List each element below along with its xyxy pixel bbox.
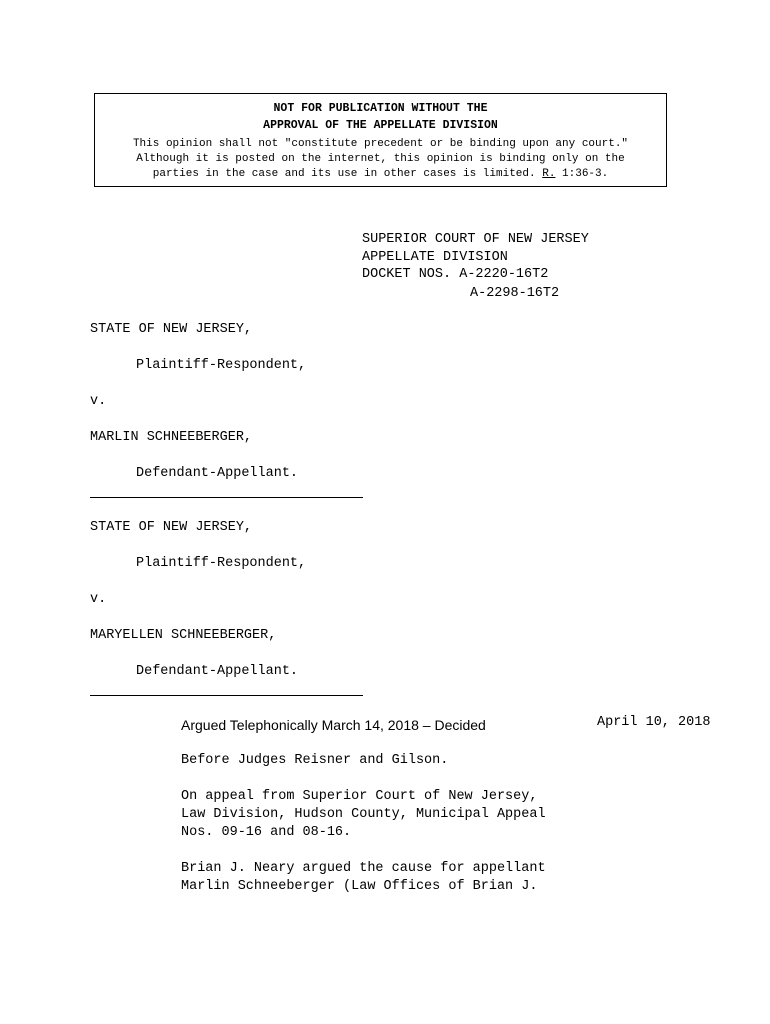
notice-body-line2: Although it is posted on the internet, this opinion is binding only on the (136, 153, 625, 165)
notice-title-line1: NOT FOR PUBLICATION WITHOUT THE (273, 102, 488, 115)
docket-numbers: DOCKET NOS. A-2220-16T2 (362, 267, 549, 282)
notice-body-line3 (95, 167, 666, 182)
counsel-line2: Marlin Schneeberger (Law Offices of Brian J. (181, 879, 538, 894)
caption1-plaintiff-role: Plaintiff-Respondent, (136, 358, 307, 373)
caption2-divider (90, 695, 363, 696)
caption2-versus: v. (90, 592, 107, 607)
caption1-defendant: MARLIN SCHNEEBERGER, (90, 430, 253, 445)
caption2-defendant-role: Defendant-Appellant. (136, 664, 299, 679)
caption1-versus: v. (90, 394, 107, 409)
court-rule-reference: R. (542, 168, 556, 180)
notice-body-line3-text: parties in the case and its use in other cases is limited. (152, 168, 543, 180)
docket-number-second: A-2298-16T2 (470, 286, 560, 301)
argued-decided-line: Argued Telephonically March 14, 2018 – Decided (181, 717, 486, 733)
caption2-plaintiff-role: Plaintiff-Respondent, (136, 556, 307, 571)
counsel-line1: Brian J. Neary argued the cause for appellant (181, 861, 546, 876)
appeal-line1: On appeal from Superior Court of New Jersey, (181, 789, 538, 804)
notice-body-line1: This opinion shall not "constitute precedent or be binding upon any court." (132, 138, 629, 150)
appeal-line3: Nos. 09-16 and 08-16. (181, 825, 352, 840)
judges-line: Before Judges Reisner and Gilson. (181, 753, 449, 768)
court-name: SUPERIOR COURT OF NEW JERSEY (362, 232, 589, 247)
decided-date: April 10, 2018 (597, 715, 711, 730)
notice-rule-number: 1:36-3. (555, 168, 609, 180)
publication-notice-box (94, 93, 667, 187)
caption1-defendant-role: Defendant-Appellant. (136, 466, 299, 481)
caption1-divider (90, 497, 363, 498)
caption2-plaintiff: STATE OF NEW JERSEY, (90, 520, 253, 535)
caption1-plaintiff: STATE OF NEW JERSEY, (90, 322, 253, 337)
appeal-line2: Law Division, Hudson County, Municipal Appeal (181, 807, 546, 822)
notice-title-line2: APPROVAL OF THE APPELLATE DIVISION (263, 119, 498, 132)
caption2-defendant: MARYELLEN SCHNEEBERGER, (90, 628, 277, 643)
court-division: APPELLATE DIVISION (362, 250, 508, 265)
